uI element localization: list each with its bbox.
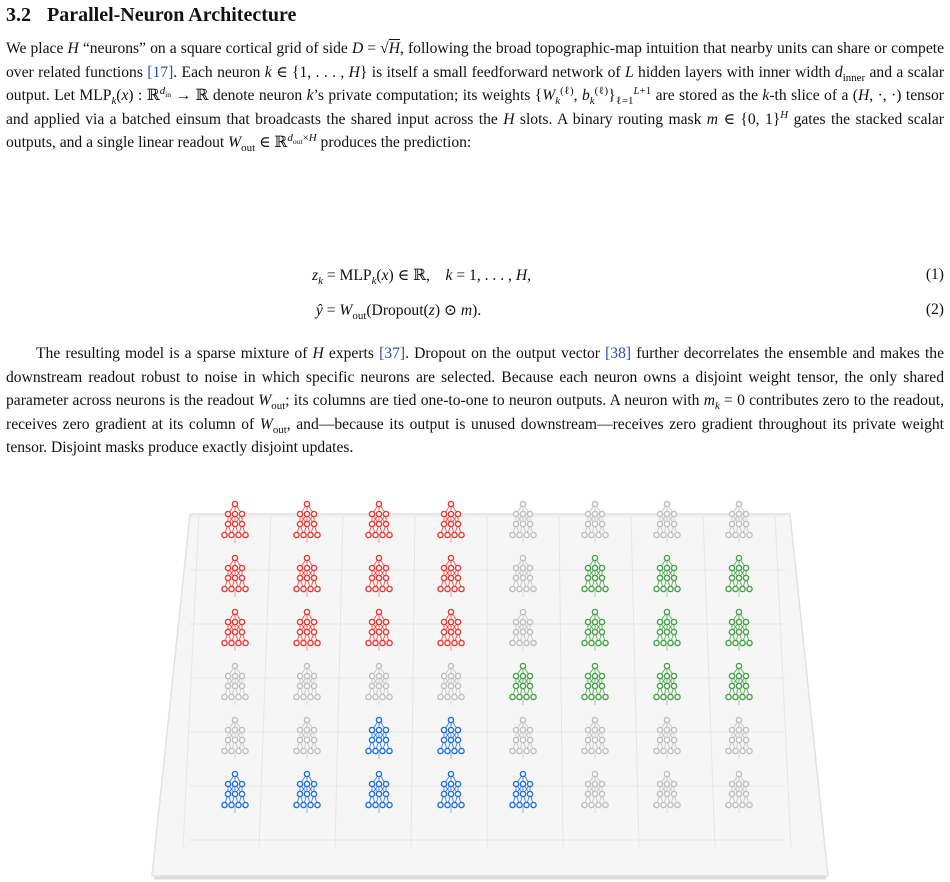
section-title: Parallel-Neuron Architecture	[47, 4, 297, 26]
citation-17[interactable]: [17]	[147, 63, 174, 81]
equation-2: ŷ = $W_{out}(Dropout(z)$ ⊙ m). (2)	[315, 301, 944, 323]
neuron-grid-figure	[140, 474, 840, 882]
neuron-grid-diagram	[140, 474, 840, 882]
equation-1: $z_k = MLP_k(x)$ ∈ ℝ, k = 1, . . . , H, (1)	[312, 266, 944, 288]
paragraph-2: The resulting model is a sparse mixture of H experts [37]. Dropout on the output vector [38] further decorrelates the ensemble and makes the downstream readout robust to noise in which specific neurons are selected. Because each neuron owns a disjoint weight tensor, the only shared parameter across neurons is the readout $W_{out}$; its columns are tied one-to-one to neuron outputs. A neuron with $m_k = 0$ contributes zero to the readout, receives zero gradient at its column of $W_{out}$, and—because its output is unused downstream—receives zero gradient throughout its private weight tensor. Disjoint masks produce exactly disjoint updates.	[6, 345, 945, 457]
section-number: 3.2	[6, 4, 31, 26]
equation-number: (2)	[925, 301, 944, 318]
equation-number: (1)	[925, 266, 944, 283]
citation-38[interactable]: [38]	[605, 345, 632, 362]
section-heading	[6, 4, 296, 27]
paragraph-1: We place H “neurons” on a square cortical grid of side D = √H, following the broad topographic-map intuition that nearby units can share or compete over related functions [17]. Each neuron k ∈ {1, . . . , H} is itself a small feedforward network of L hidden layers with inner width $d_{inner}$ and a scalar output. Let $MLP_k(x)$ : ℝ$^{d_{in}}$ → ℝ denote neuron k’s private computation; its weights {$W_k^{(\ell)}$, $b_k^{(\ell)}\}_{\ell=1}^{L+1}$ are stored as the k-th slice of a (H, ·, ·) tensor and applied via a batched einsum that broadcasts the shared input across the H slots. A binary routing mask m ∈ {0, 1}$^H$ gates the stacked scalar outputs, and a single linear readout $W_{out}$ ∈ ℝ$^{d_{out}\times H}$ produces the prediction:	[6, 40, 945, 155]
citation-37[interactable]: [37]	[379, 345, 406, 362]
